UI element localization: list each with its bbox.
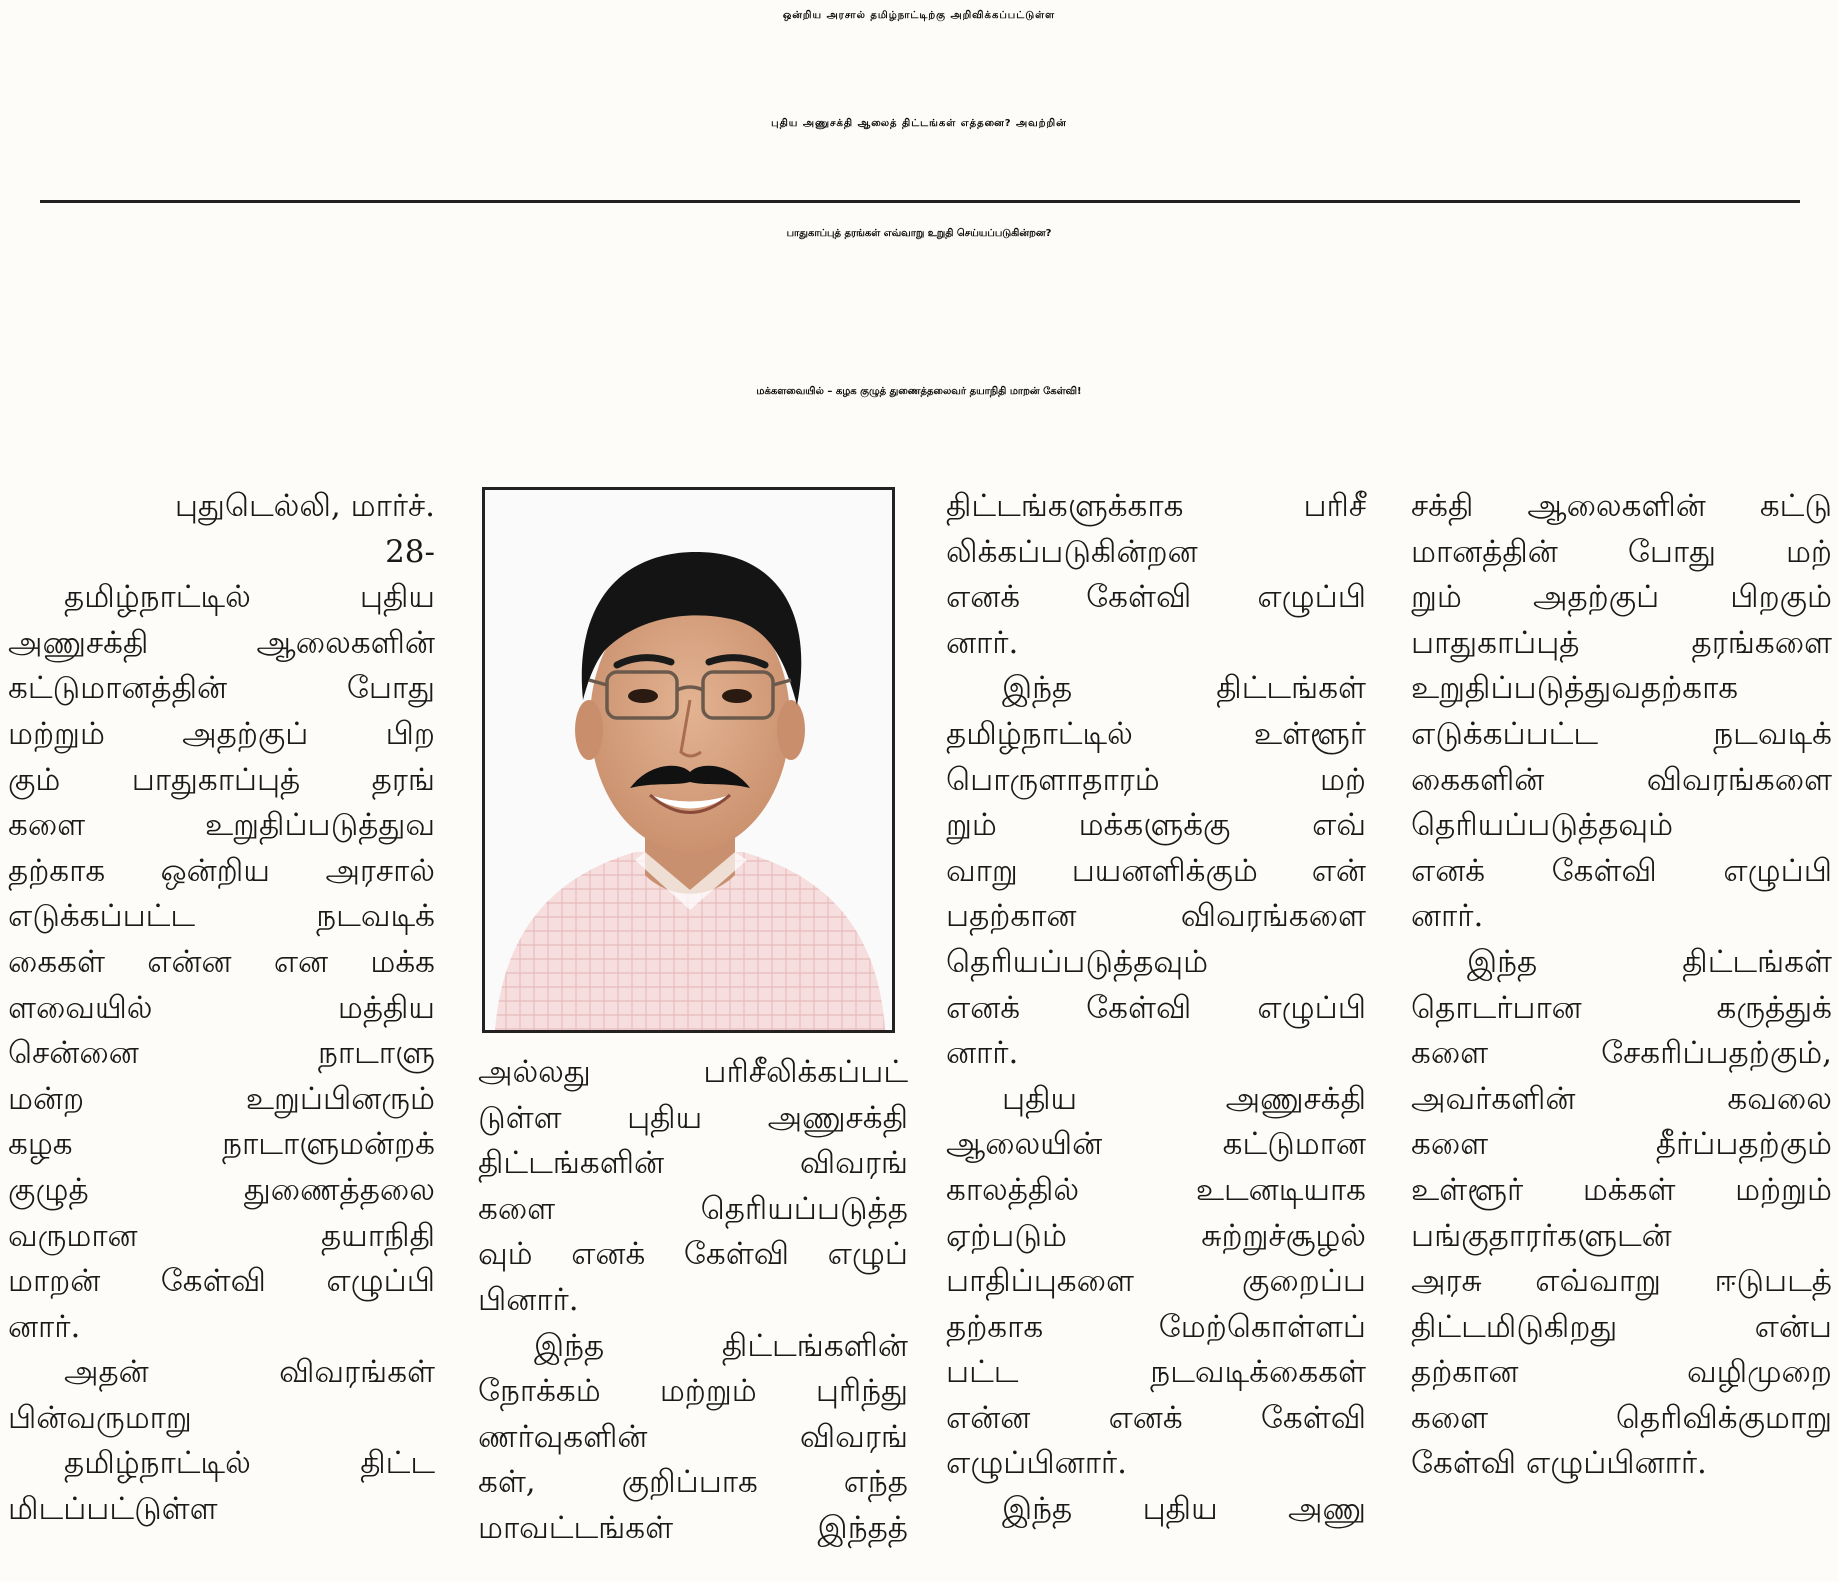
text-line: மானத்தின் போது மற்	[1411, 533, 1832, 570]
text-line: உறுதிப்படுத்துவதற்காக	[1411, 670, 1739, 707]
text-line: பட்ட நடவடிக்கைகள்	[946, 1354, 1366, 1391]
text-line: களை தீர்ப்பதற்கும்	[1411, 1126, 1832, 1163]
text-line: பினார்.	[478, 1281, 579, 1318]
text-line: களை தெரியப்படுத்த	[478, 1190, 908, 1227]
text-line: உள்ளூர் மக்கள் மற்றும்	[1411, 1171, 1832, 1208]
text-line: தற்காக ஒன்றிய அரசால்	[8, 852, 435, 889]
text-line: றும் மக்களுக்கு எவ்	[946, 807, 1366, 844]
text-line: சக்தி ஆலைகளின் கட்டு	[1411, 488, 1832, 524]
text-line: இந்த திட்டங்கள்	[1467, 943, 1832, 980]
text-line: தற்கான வழிமுறை	[1411, 1354, 1832, 1391]
text-line: நோக்கம் மற்றும் புரிந்து	[478, 1373, 908, 1410]
text-line: திட்டங்களின் விவரங்	[478, 1145, 908, 1182]
text-line: கட்டுமானத்தின் போது	[8, 670, 435, 707]
text-line: எனக் கேள்வி எழுப்பி	[1411, 852, 1832, 889]
text-line: தற்காக மேற்கொள்ளப்	[946, 1308, 1366, 1345]
text-line: என்ன எனக் கேள்வி	[946, 1399, 1366, 1436]
text-line: ளவையில் மத்திய	[8, 989, 435, 1026]
person-portrait-image	[485, 490, 892, 1030]
text-line: இந்த திட்டங்களின்	[534, 1327, 908, 1364]
text-line: மிடப்பட்டுள்ள	[8, 1491, 218, 1528]
text-line: கைகள் என்ன என மக்க	[8, 943, 435, 980]
text-line: திட்டங்களுக்காக பரிசீ	[946, 488, 1366, 524]
portrait-photo	[482, 487, 895, 1033]
text-line: னார்.	[8, 1308, 81, 1345]
text-line: அவர்களின் கவலை	[1411, 1080, 1832, 1117]
text-line: தொடர்பான கருத்துக்	[1411, 989, 1832, 1026]
text-line: இந்த திட்டங்கள்	[1002, 670, 1366, 707]
text-line: னார்.	[946, 624, 1019, 661]
text-line: திட்டமிடுகிறது என்ப	[1411, 1308, 1832, 1345]
text-line: காலத்தில் உடனடியாக	[946, 1171, 1366, 1208]
article-column-3	[946, 484, 1366, 1533]
text-line: அரசு எவ்வாறு ஈடுபடத்	[1411, 1263, 1832, 1300]
dateline: புதுடெல்லி, மார்ச்.	[174, 488, 435, 524]
dateline-day: 28-	[385, 533, 435, 570]
text-line: கைகளின் விவரங்களை	[1411, 761, 1832, 798]
text-line: ஆலையின் கட்டுமான	[946, 1126, 1366, 1163]
headline-line-2: புதிய அணுசக்தி ஆலைத் திட்டங்கள் எத்தனை? அவற்றின்	[771, 118, 1067, 129]
text-line: பின்வருமாறு	[8, 1399, 192, 1436]
text-line: ஏற்படும் சுற்றுச்சூழல்	[946, 1217, 1366, 1254]
text-line: அணுசக்தி ஆலைகளின்	[8, 624, 435, 661]
text-line: மாவட்டங்கள் இந்தத்	[478, 1509, 908, 1546]
headline-line-1: ஒன்றிய அரசால் தமிழ்நாட்டிற்கு அறிவிக்கப்பட்டுள்ள	[782, 10, 1056, 21]
article-column-4	[1411, 484, 1832, 1487]
text-line: பாதிப்புகளை குறைப்ப	[946, 1263, 1366, 1300]
text-line: கேள்வி எழுப்பினார்.	[1411, 1445, 1707, 1482]
text-line: கும் பாதுகாப்புத் தரங்	[8, 761, 435, 798]
text-line: பொருளாதாரம் மற்	[946, 761, 1366, 798]
text-line: வருமான தயாநிதி	[8, 1217, 435, 1254]
text-line: களை தெரிவிக்குமாறு	[1411, 1399, 1832, 1436]
text-line: தெரியப்படுத்தவும்	[946, 943, 1209, 980]
text-line: களை உறுதிப்படுத்துவ	[8, 807, 435, 844]
text-line: தமிழ்நாட்டில் திட்ட	[64, 1445, 435, 1482]
text-line: ணர்வுகளின் விவரங்	[478, 1418, 908, 1455]
text-line: எடுக்கப்பட்ட நடவடிக்	[1411, 715, 1832, 752]
text-line: எடுக்கப்பட்ட நடவடிக்	[8, 898, 435, 935]
text-line: னார்.	[946, 1035, 1019, 1072]
text-line: டுள்ள புதிய அணுசக்தி	[478, 1099, 908, 1136]
text-line: தெரியப்படுத்தவும்	[1411, 807, 1674, 844]
text-line: மன்ற உறுப்பினரும்	[8, 1080, 435, 1117]
text-line: னார்.	[1411, 898, 1484, 935]
text-line: மற்றும் அதற்குப் பிற	[8, 715, 435, 752]
text-line: தமிழ்நாட்டில் உள்ளூர்	[946, 715, 1366, 752]
text-line: கழக நாடாளுமன்றக்	[8, 1126, 435, 1163]
article-column-2	[478, 1050, 908, 1552]
headline-rule	[40, 200, 1800, 203]
text-line: எழுப்பினார்.	[946, 1445, 1127, 1482]
text-line: பாதுகாப்புத் தரங்களை	[1411, 624, 1832, 661]
text-line: இந்த புதிய அணு	[1002, 1491, 1366, 1528]
text-line: மாறன் கேள்வி எழுப்பி	[8, 1263, 435, 1300]
text-line: அதன் விவரங்கள்	[64, 1354, 435, 1391]
text-line: லிக்கப்படுகின்றன	[946, 533, 1198, 570]
text-line: எனக் கேள்வி எழுப்பி	[946, 989, 1366, 1026]
text-line: குழுத் துணைத்தலை	[8, 1171, 435, 1208]
text-line: தமிழ்நாட்டில் புதிய	[64, 579, 435, 616]
text-line: சென்னை நாடாளு	[8, 1035, 435, 1072]
text-line: கள், குறிப்பாக எந்த	[478, 1464, 908, 1501]
text-line: வும் எனக் கேள்வி எழுப்	[478, 1236, 908, 1273]
text-line: புதிய அணுசக்தி	[1002, 1080, 1366, 1117]
text-line: வாறு பயனளிக்கும் என்	[946, 852, 1366, 889]
text-line: றும் அதற்குப் பிறகும்	[1411, 579, 1832, 616]
text-line: களை சேகரிப்பதற்கும்,	[1411, 1035, 1832, 1072]
article-column-1	[8, 484, 435, 1533]
text-line: பதற்கான விவரங்களை	[946, 898, 1366, 935]
headline-line-3: பாதுகாப்புத் தரங்கள் எவ்வாறு உறுதி செய்யப்படுகின்றன?	[786, 228, 1052, 239]
subheadline: மக்களவையில் – கழக குழுத் துணைத்தலைவர் தயாநிதி மாறன் கேள்வி!	[756, 386, 1082, 397]
text-line: பங்குதாரர்களுடன்	[1411, 1217, 1672, 1254]
text-line: எனக் கேள்வி எழுப்பி	[946, 579, 1366, 616]
text-line: அல்லது பரிசீலிக்கப்பட்	[478, 1054, 908, 1090]
